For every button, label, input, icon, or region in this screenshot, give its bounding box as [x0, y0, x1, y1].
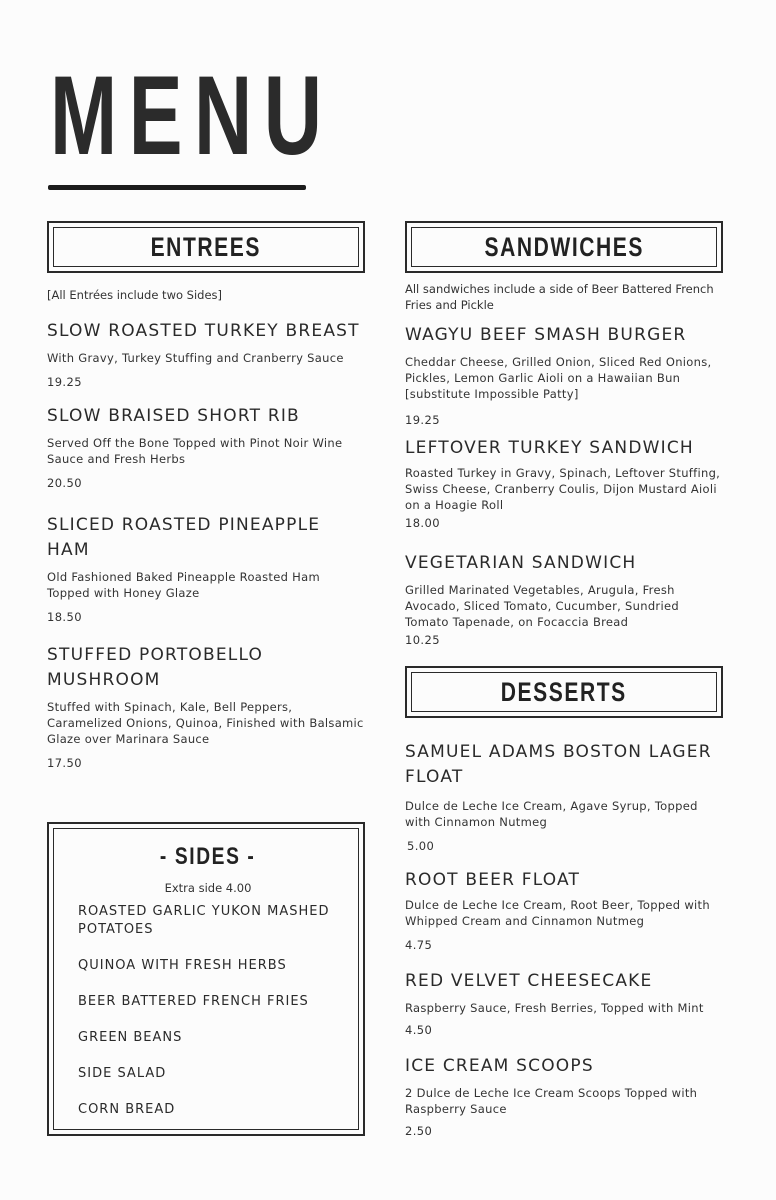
menu-item [405, 969, 723, 1038]
item-description: 2 Dulce de Leche Ice Cream Scoops Topped with Raspberry Sauce [405, 1086, 698, 1116]
menu-item [47, 319, 365, 390]
sandwiches-header [405, 221, 723, 273]
item-description: Stuffed with Spinach, Kale, Bell Peppers, Caramelized Onions, Quinoa, Finished with Balsamic Glaze over Marinara Sauce [47, 700, 364, 746]
item-description: Grilled Marinated Vegetables, Arugula, Fresh Avocado, Sliced Tomato, Cucumber, Sundried Tomato Tapenade, on Focaccia Bread [405, 583, 679, 629]
entrees-section [47, 221, 365, 771]
item-description: Cheddar Cheese, Grilled Onion, Sliced Red Onions, Pickles, Lemon Garlic Aioli on a Hawaiian Bun [405, 355, 712, 385]
sandwiches-note: All sandwiches include a side of Beer Battered French Fries and Pickle [405, 282, 714, 312]
side-item: ROASTED GARLIC YUKON MASHED POTATOES [78, 904, 330, 937]
sides-section [47, 822, 365, 1136]
sides-heading: - SIDES - [160, 843, 256, 870]
item-name: SLOW BRAISED SHORT RIB [47, 406, 300, 426]
entrees-header [47, 221, 365, 273]
item-description: Dulce de Leche Ice Cream, Agave Syrup, Topped with Cinnamon Nutmeg [405, 799, 698, 829]
item-name: WAGYU BEEF SMASH BURGER [405, 325, 687, 345]
side-item: CORN BREAD [78, 1102, 176, 1117]
item-name: SLICED ROASTED PINEAPPLE HAM [47, 515, 321, 560]
title-underline [48, 185, 306, 190]
item-name: SAMUEL ADAMS BOSTON LAGER FLOAT [405, 742, 712, 787]
entrees-heading: ENTREES [150, 231, 262, 262]
item-name: ROOT BEER FLOAT [405, 870, 581, 890]
item-price: 5.00 [407, 839, 435, 853]
menu-item [405, 868, 723, 953]
desserts-heading: DESSERTS [500, 676, 627, 707]
item-price: 18.00 [405, 516, 440, 530]
sides-extra-price: Extra side 4.00 [164, 881, 252, 895]
item-name: ICE CREAM SCOOPS [405, 1056, 594, 1076]
item-name: SLOW ROASTED TURKEY BREAST [47, 321, 360, 341]
item-description: With Gravy, Turkey Stuffing and Cranberry Sauce [47, 351, 344, 365]
item-substitute-note: [substitute Impossible Patty] [405, 387, 579, 401]
item-name: LEFTOVER TURKEY SANDWICH [405, 438, 694, 458]
menu-item [405, 436, 723, 531]
item-price: 2.50 [405, 1124, 433, 1138]
item-name: RED VELVET CHEESECAKE [405, 971, 653, 991]
item-price: 10.25 [405, 633, 440, 647]
item-price: 19.25 [47, 375, 82, 389]
item-description: Raspberry Sauce, Fresh Berries, Topped with Mint [405, 1001, 704, 1015]
item-price: 19.25 [405, 413, 440, 427]
sandwiches-heading: SANDWICHES [484, 231, 644, 262]
item-price: 17.50 [47, 756, 82, 770]
item-price: 4.75 [405, 938, 433, 952]
item-name: STUFFED PORTOBELLO MUSHROOM [47, 645, 264, 690]
item-price: 20.50 [47, 476, 82, 490]
menu-item [47, 513, 365, 625]
desserts-header [405, 666, 723, 718]
menu-item [47, 404, 365, 491]
item-price: 18.50 [47, 610, 82, 624]
item-description: Served Off the Bone Topped with Pinot Noir Wine Sauce and Fresh Herbs [47, 436, 343, 466]
item-name: VEGETARIAN SANDWICH [405, 553, 637, 573]
item-description: Roasted Turkey in Gravy, Spinach, Leftover Stuffing, Swiss Cheese, Cranberry Coulis, Dijon Mustard Aioli on a Hoagie Roll [405, 466, 721, 512]
side-item: GREEN BEANS [78, 1030, 183, 1045]
menu-item [405, 740, 723, 854]
menu-item [405, 1054, 723, 1139]
menu-item [405, 551, 723, 648]
side-item: BEER BATTERED FRENCH FRIES [78, 994, 309, 1009]
side-item: SIDE SALAD [78, 1066, 167, 1081]
page-title: MENU [50, 53, 334, 178]
item-description: Old Fashioned Baked Pineapple Roasted Ham Topped with Honey Glaze [47, 570, 320, 600]
menu-item [405, 323, 723, 428]
item-description: Dulce de Leche Ice Cream, Root Beer, Topped with Whipped Cream and Cinnamon Nutmeg [405, 898, 710, 928]
entrees-note: [All Entrées include two Sides] [47, 288, 223, 302]
item-price: 4.50 [405, 1023, 433, 1037]
side-item: QUINOA WITH FRESH HERBS [78, 958, 287, 973]
sandwiches-section [405, 221, 723, 1139]
menu-item [47, 643, 365, 771]
